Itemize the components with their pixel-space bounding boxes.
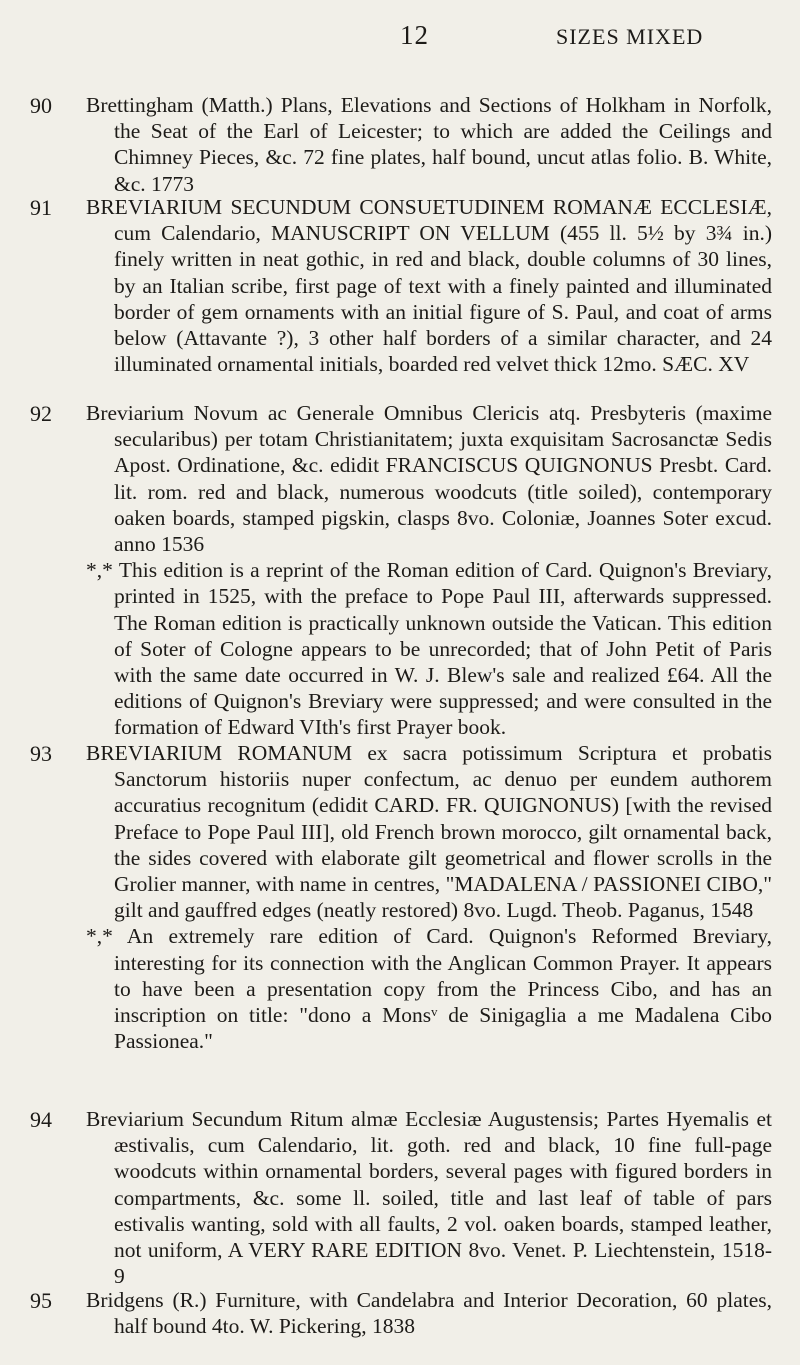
lot-number: 93 bbox=[30, 741, 52, 766]
entry-description bbox=[86, 1287, 772, 1339]
entry-text: BREVIARIUM ROMANUM ex sacra potissimum Scriptura et probatis Sanctorum historiis nuper confectum, ac denuo per eundem authorem accuratius recognitum (edidit CARD. FR. QUIGNONUS) [with the revised Preface to Pope Paul III], old French brown morocco, gilt ornamental back, the sides covered with elaborate gilt geometrical and flower scrolls in the Grolier manner, with name in centres, "MADALENA / PASSIONEI CIBO," gilt and gauffred edges (neatly restored) 8vo. Lugd. Theob. Paganus, 1548 bbox=[86, 741, 772, 923]
page-number: 12 bbox=[400, 20, 429, 50]
lot-number: 91 bbox=[30, 195, 52, 220]
entry-text: BREVIARIUM SECUNDUM CONSUETUDINEM ROMANÆ ECCLESIÆ, cum Calendario, MANUSCRIPT ON VELLUM (455 ll. 5½ by 3¾ in.) finely written in neat gothic, in red and black, double columns of 30 lines, by an Italian scribe, first page of text with a finely painted and illuminated border of gem ornaments with an initial figure of S. Paul, and coat of arms below (Attavante ?), 3 other half borders of a similar character, and 24 illuminated ornamental initials, boarded red velvet thick 12mo. SÆC. XV bbox=[86, 195, 772, 377]
entry-description bbox=[86, 1106, 772, 1289]
entry-note: *,* This edition is a reprint of the Roman edition of Card. Quignon's Breviary, printed in 1525, with the preface to Pope Paul III, afterwards suppressed. The Roman edition is practically unknown outside the Vatican. This edition of Soter of Cologne appears to be unrecorded; that of John Petit of Paris with the same date occurred in W. J. Blew's sale and realized £64. All the editions of Quignon's Breviary were suppressed; and were consulted in the formation of Edward VIth's first Prayer book. bbox=[86, 558, 772, 740]
entry-description bbox=[86, 400, 772, 741]
entry-text: Breviarium Novum ac Generale Omnibus Clericis atq. Presbyteris (maxime secularibus) per totam Christianitatem; juxta exquisitam Sacrosanctæ Sedis Apost. Ordinatione, &c. edidit FRANCISCUS QUIGNONUS Presbt. Card. lit. rom. red and black, numerous woodcuts (title soiled), contemporary oaken boards, stamped pigskin, clasps 8vo. Coloniæ, Joannes Soter excud. anno 1536 bbox=[86, 401, 772, 557]
entry-description bbox=[86, 740, 772, 1054]
lot-number: 90 bbox=[30, 93, 52, 118]
entry-note: *,* An extremely rare edition of Card. Quignon's Reformed Breviary, interesting for its connection with the Anglican Common Prayer. It appears to have been a presentation copy from the Princess Cibo, and has an inscription on title: "dono a Monsᵛ de Sinigaglia a me Madalena Cibo Passionea." bbox=[86, 924, 772, 1054]
lot-number: 92 bbox=[30, 401, 52, 426]
entry-description bbox=[86, 194, 772, 377]
lot-number: 95 bbox=[30, 1288, 52, 1313]
running-head bbox=[0, 12, 800, 52]
entry-text: Bridgens (R.) Furniture, with Candelabra and Interior Decoration, 60 plates, half bound 4to. W. Pickering, 1838 bbox=[86, 1288, 772, 1339]
entry-text: Breviarium Secundum Ritum almæ Ecclesiæ Augustensis; Partes Hyemalis et æstivalis, cum Calendario, lit. goth. red and black, 10 fine full-page woodcuts within ornamental borders, several pages with figured borders in compartments, &c. some ll. soiled, title and last leaf of table of pars estivalis wanting, sold with all faults, 2 vol. oaken boards, stamped leather, not uniform, A VERY RARE EDITION 8vo. Venet. P. Liechtenstein, 1518-9 bbox=[86, 1107, 772, 1289]
entry-description bbox=[86, 92, 772, 197]
entry-text: Brettingham (Matth.) Plans, Elevations and Sections of Holkham in Norfolk, the Seat of the Earl of Leicester; to which are added the Ceilings and Chimney Pieces, &c. 72 fine plates, half bound, uncut atlas folio. B. White, &c. 1773 bbox=[86, 93, 772, 196]
section-title: SIZES MIXED bbox=[556, 24, 704, 49]
lot-number: 94 bbox=[30, 1107, 52, 1132]
